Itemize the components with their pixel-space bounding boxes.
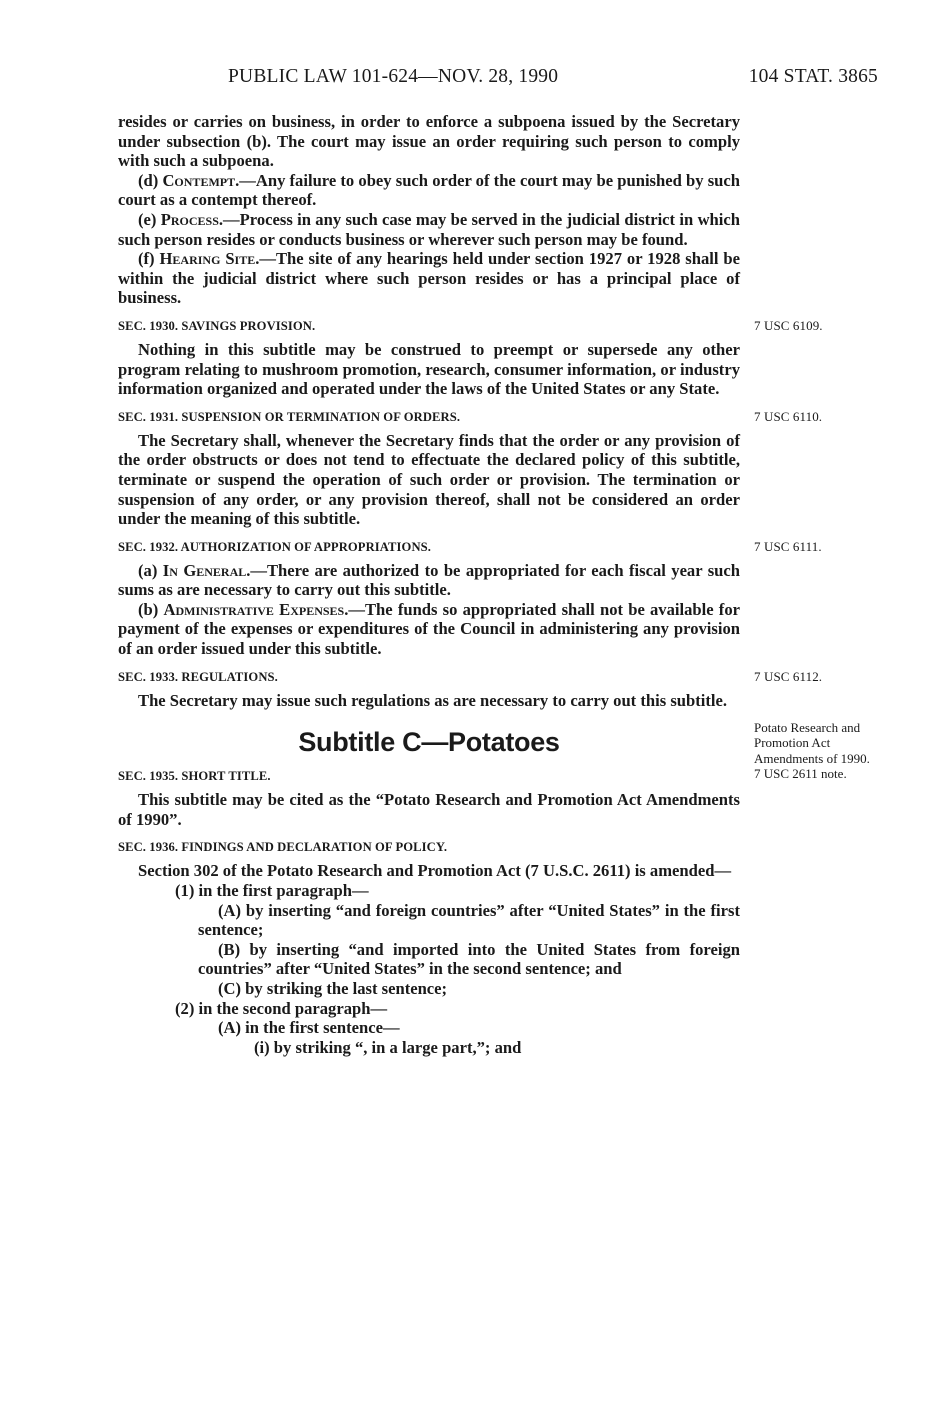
margin-note-text: Potato Research and Promotion Act Amendments of 1990. [754,720,870,766]
subsection-heading: Hearing Site [159,249,256,269]
running-head-page-number: 104 STAT. 3865 [748,66,878,87]
section-heading-1936 [118,839,740,855]
section-heading-text: SEC. 1935. SHORT TITLE. [118,769,271,784]
paragraph-a-in-general [118,561,740,600]
margin-note-short-title [754,720,884,781]
margin-citation: 7 USC 6112. [754,668,823,684]
subtitle-title: Subtitle C—Potatoes [298,727,560,758]
subsection-heading: Administrative Expenses [163,599,345,619]
section-heading-1931 [118,408,823,425]
section-heading-1933 [118,668,823,685]
subsection-heading: Process [160,209,219,229]
section-1930-text: Nothing in this subtitle may be construed to preempt or supersede any other program relating to mushroom promotion, research, consumer information, or industry information organized and operated under the laws of the United States or any State. [118,339,740,399]
list-item-level2: (A) in the first sentence— [218,1018,400,1038]
subsection-label: (f) [138,249,160,269]
subsection-text: .—The site of any hearings held under section 1927 or 1928 shall be within the judicial district where such person resides or has a principal place of business. [118,249,740,308]
subsection-label: (b) [138,599,164,619]
list-item-level2: (C) by striking the last sentence; [218,979,448,998]
paragraph-e-process [118,210,740,249]
section-heading-text: SEC. 1933. REGULATIONS. [118,669,278,684]
margin-citation: 7 USC 6109. [754,317,823,333]
subsection-text: .—Process in any such case may be served in the judicial district in which such person resides or conducts business or wherever such person may be found. [118,209,740,249]
paragraph-f-hearing-site [118,249,740,308]
section-heading-text: SEC. 1931. SUSPENSION OR TERMINATION OF ORDERS. [118,409,461,424]
body-text-column [118,112,870,1057]
section-1935-text: This subtitle may be cited as the “Potato Research and Promotion Act Amendments of 1990”. [118,790,740,829]
list-item-level2: (B) by inserting “and imported into the United States from foreign countries” after “United States” in the second sentence; and [198,939,740,979]
section-heading-1935 [118,768,740,784]
section-1936-intro: Section 302 of the Potato Research and Promotion Act (7 U.S.C. 2611) is amended— [138,861,732,881]
subsection-text: .—The funds so appropriated shall not be available for payment of the expenses or expenditures of the Council in administering any provision of an order issued under this subtitle. [118,599,740,659]
subsection-label: (e) [138,209,161,229]
margin-note-citation: 7 USC 2611 note. [754,765,847,781]
section-heading-text: SEC. 1932. AUTHORIZATION OF APPROPRIATIONS. [118,539,431,554]
subsection-heading: Contempt [162,170,236,190]
subtitle-heading [118,726,740,758]
list-item-level2: (A) by inserting “and foreign countries” after “United States” in the first sentence; [198,900,740,940]
section-1933-text: The Secretary may issue such regulations as are necessary to carry out this subtitle. [138,690,728,710]
margin-citation: 7 USC 6111. [754,538,822,554]
subsection-label: (d) [138,170,163,190]
list-item-level1: (2) in the second paragraph— [175,998,388,1018]
subsection-text: .—Any failure to obey such order of the court may be punished by such court as a contempt thereof. [118,170,740,210]
subsection-label: (a) [138,560,163,580]
list-item-level3: (i) by striking “, in a large part,”; and [254,1037,522,1057]
section-heading-1932 [118,538,822,555]
section-heading-1930 [118,317,823,334]
section-heading-text: SEC. 1930. SAVINGS PROVISION. [118,318,316,333]
paragraph-b-administrative-expenses [118,600,740,659]
section-heading-text: SEC. 1936. FINDINGS AND DECLARATION OF POLICY. [118,840,448,855]
running-head-title: PUBLIC LAW 101-624—NOV. 28, 1990 [228,66,559,87]
subsection-heading: In General [162,560,247,580]
list-item-level1: (1) in the first paragraph— [175,881,369,901]
paragraph-continued: resides or carries on business, in order to enforce a subpoena issued by the Secretary under subsection (b). The court may issue an order requiring such person to comply with such a subpoena. [118,112,740,171]
subsection-text: .—There are authorized to be appropriated for each fiscal year such sums as are necessary to carry out this subtitle. [118,560,740,600]
paragraph-d-contempt [118,171,740,210]
section-1931-text: The Secretary shall, whenever the Secretary finds that the order or any provision of the order obstructs or does not tend to effectuate the declared policy of this subtitle, terminate or suspend the operation of such order or provision. The termination or suspension of any order, or any provision thereof, shall not be considered an order under the meaning of this subtitle. [118,430,740,529]
margin-citation: 7 USC 6110. [754,408,823,424]
